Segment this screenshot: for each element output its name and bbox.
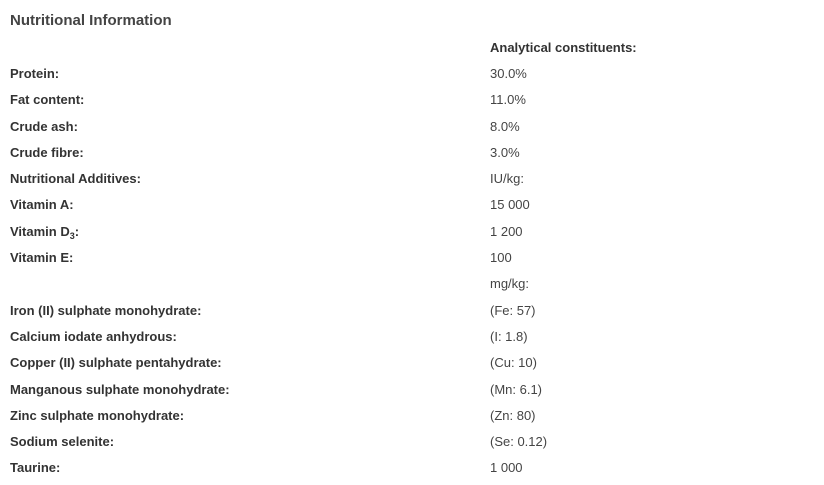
row-value: 30.0% bbox=[490, 65, 527, 81]
table-row bbox=[0, 271, 824, 297]
row-label: Vitamin A: bbox=[10, 197, 74, 213]
row-label: Zinc sulphate monohydrate: bbox=[10, 407, 185, 423]
row-value: IU/kg: bbox=[490, 171, 524, 187]
row-label-main: Vitamin D bbox=[10, 223, 70, 239]
header-label bbox=[0, 34, 490, 60]
table-row bbox=[0, 113, 824, 139]
row-value: (I: 1.8) bbox=[490, 328, 528, 344]
row-label: Sodium selenite: bbox=[10, 434, 115, 450]
table-row bbox=[0, 165, 824, 191]
row-label: Crude fibre: bbox=[10, 144, 84, 160]
row-value: (Se: 0.12) bbox=[490, 434, 548, 450]
table-row bbox=[0, 428, 824, 454]
row-label bbox=[0, 271, 490, 297]
row-label: Fat content: bbox=[10, 92, 85, 108]
row-label-tail: : bbox=[74, 223, 80, 239]
table-row bbox=[0, 244, 824, 270]
row-label: Crude ash: bbox=[10, 118, 78, 134]
row-label: Protein: bbox=[10, 65, 60, 81]
row-value: (Cu: 10) bbox=[490, 355, 537, 371]
table-row bbox=[0, 87, 824, 113]
row-label bbox=[0, 218, 490, 244]
table-row bbox=[0, 323, 824, 349]
row-label: Copper (II) sulphate pentahydrate: bbox=[10, 355, 222, 371]
row-label-subscript: 3 bbox=[69, 230, 75, 241]
row-label: Calcium iodate anhydrous: bbox=[10, 328, 177, 344]
row-value: (Zn: 80) bbox=[490, 407, 536, 423]
table-row bbox=[0, 192, 824, 218]
nutrition-table bbox=[0, 34, 824, 481]
row-value: 11.0% bbox=[490, 92, 526, 108]
row-value: 15 000 bbox=[490, 197, 530, 213]
row-value: (Fe: 57) bbox=[490, 302, 536, 318]
table-row bbox=[0, 376, 824, 402]
row-label: Manganous sulphate monohydrate: bbox=[10, 381, 230, 397]
page-title: Nutritional Information bbox=[10, 12, 172, 29]
table-row bbox=[0, 455, 824, 481]
table-row bbox=[0, 60, 824, 86]
header-value: Analytical constituents: bbox=[490, 39, 637, 55]
table-row bbox=[0, 139, 824, 165]
row-value: 3.0% bbox=[490, 144, 520, 160]
row-value: (Mn: 6.1) bbox=[490, 381, 543, 397]
row-value: 1 000 bbox=[490, 460, 523, 476]
row-value: 8.0% bbox=[490, 118, 520, 134]
row-label: Nutritional Additives: bbox=[10, 171, 141, 187]
row-value: 100 bbox=[490, 250, 512, 266]
row-value: 1 200 bbox=[490, 223, 523, 239]
table-row bbox=[0, 218, 824, 244]
table-row bbox=[0, 350, 824, 376]
row-label: Taurine: bbox=[10, 460, 61, 476]
row-value: mg/kg: bbox=[490, 276, 530, 292]
row-label: Vitamin E: bbox=[10, 250, 74, 266]
table-row bbox=[0, 297, 824, 323]
table-row bbox=[0, 402, 824, 428]
table-header-row bbox=[0, 34, 824, 60]
row-label: Iron (II) sulphate monohydrate: bbox=[10, 302, 202, 318]
